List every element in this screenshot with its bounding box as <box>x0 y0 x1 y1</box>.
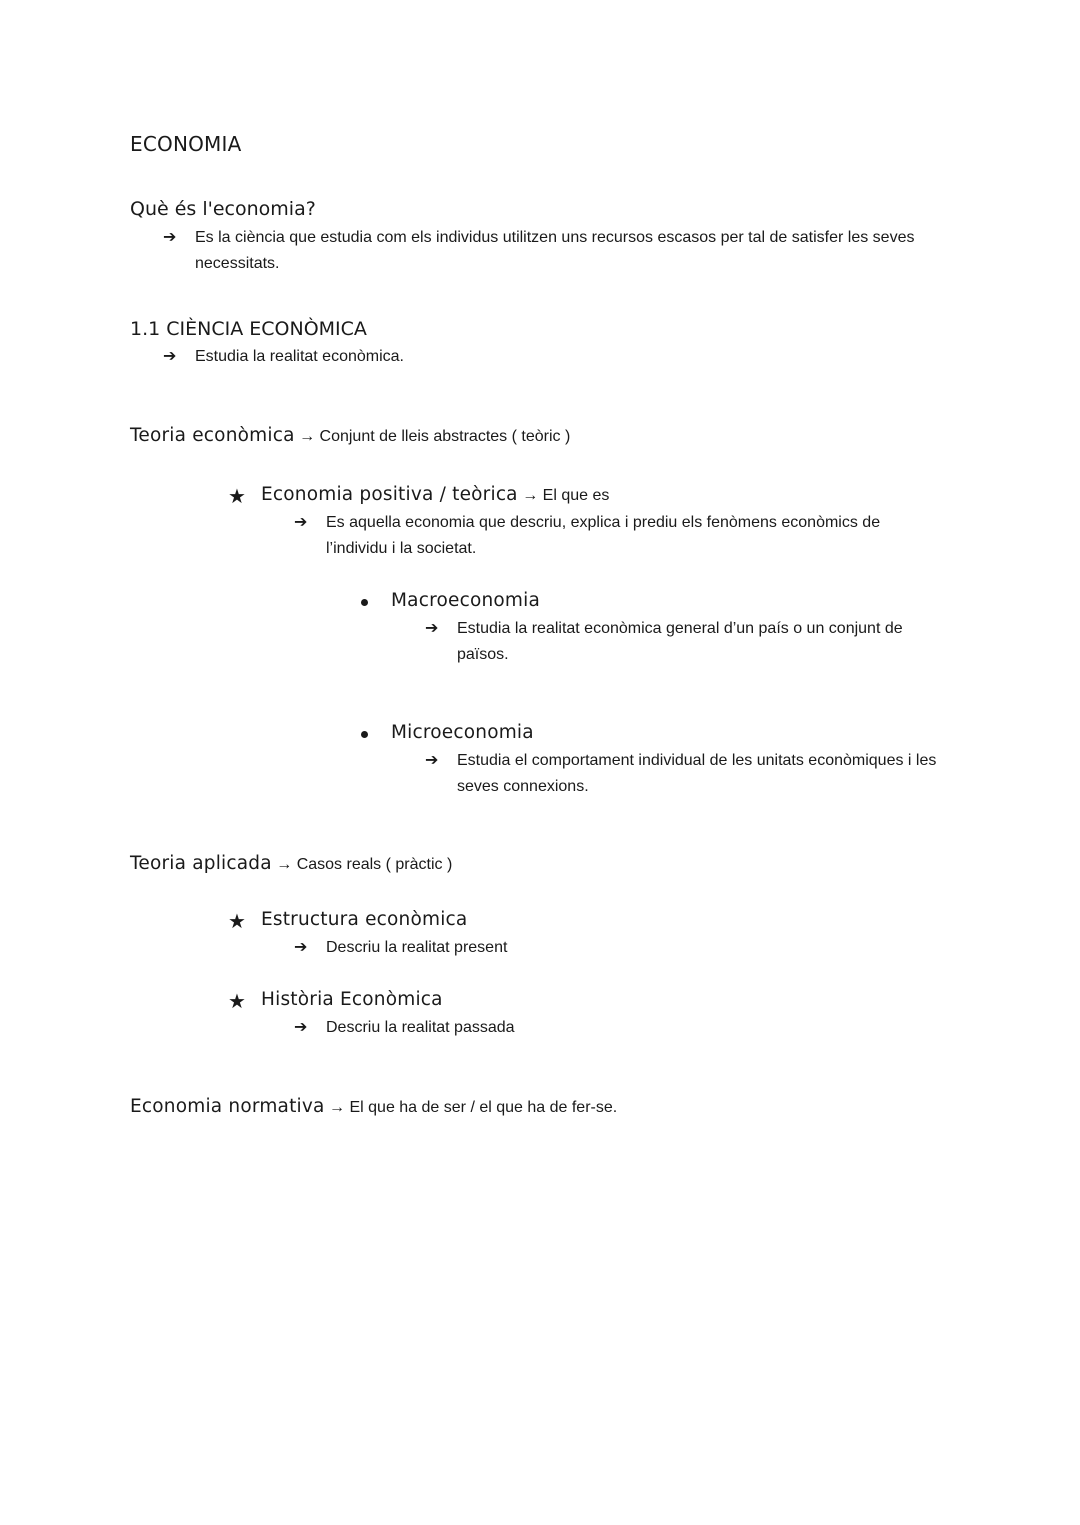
macro-label: Macroeconomia <box>391 590 541 611</box>
star-icon: ★ <box>228 909 246 933</box>
arrow-bullet-icon: ➔ <box>294 512 308 531</box>
teoria-economica-line <box>130 425 570 446</box>
positiva-label: Economia positiva / teòrica <box>261 484 518 505</box>
historia-bullet: Descriu la realitat passada <box>326 1019 515 1036</box>
question-heading: Què és l'economia? <box>130 198 316 220</box>
teoria-aplicada-line <box>130 853 452 874</box>
bullet-dot-icon <box>361 731 368 738</box>
teoria-economica-note: Conjunt de lleis abstractes ( teòric ) <box>319 428 571 445</box>
star-icon: ★ <box>228 484 246 508</box>
arrow-bullet-icon: ➔ <box>294 1017 308 1036</box>
bullet-dot-icon <box>361 599 368 606</box>
estructura-label: Estructura econòmica <box>261 909 468 930</box>
right-arrow-icon: → <box>299 428 316 445</box>
arrow-bullet-icon: ➔ <box>163 346 177 365</box>
micro-bullet: Estudia el comportament individual de les unitats econòmiques i les seves connexions. <box>457 752 937 795</box>
teoria-aplicada-note: Casos reals ( pràctic ) <box>296 856 453 873</box>
star-icon: ★ <box>228 989 246 1013</box>
arrow-bullet-icon: ➔ <box>294 937 308 956</box>
micro-label: Microeconomia <box>391 722 534 743</box>
right-arrow-icon: → <box>522 487 539 504</box>
right-arrow-icon: → <box>276 856 293 873</box>
estructura-bullet: Descriu la realitat present <box>326 939 508 956</box>
positiva-note: El que es <box>542 487 610 504</box>
teoria-economica-label: Teoria econòmica <box>130 425 295 446</box>
economia-normativa-label: Economia normativa <box>130 1096 325 1117</box>
page-title: ECONOMIA <box>130 132 242 156</box>
economia-normativa-line <box>130 1096 617 1117</box>
historia-label: Història Econòmica <box>261 989 443 1010</box>
section-heading: 1.1 CIÈNCIA ECONÒMICA <box>130 318 367 340</box>
economia-normativa-note: El que ha de ser / el que ha de fer-se. <box>349 1099 618 1116</box>
question-answer: Es la ciència que estudia com els individus utilitzen uns recursos escasos per tal de satisfer les seves necessitats. <box>195 229 915 272</box>
arrow-bullet-icon: ➔ <box>425 750 439 769</box>
arrow-bullet-icon: ➔ <box>163 227 177 246</box>
positiva-line <box>261 484 609 505</box>
positiva-bullet: Es aquella economia que descriu, explica i prediu els fenòmens econòmics de l’individu i la societat. <box>326 514 881 557</box>
arrow-bullet-icon: ➔ <box>425 618 439 637</box>
teoria-aplicada-label: Teoria aplicada <box>130 853 272 874</box>
macro-bullet: Estudia la realitat econòmica general d’un país o un conjunt de països. <box>457 620 903 663</box>
section-bullet: Estudia la realitat econòmica. <box>195 348 404 365</box>
right-arrow-icon: → <box>329 1099 346 1116</box>
